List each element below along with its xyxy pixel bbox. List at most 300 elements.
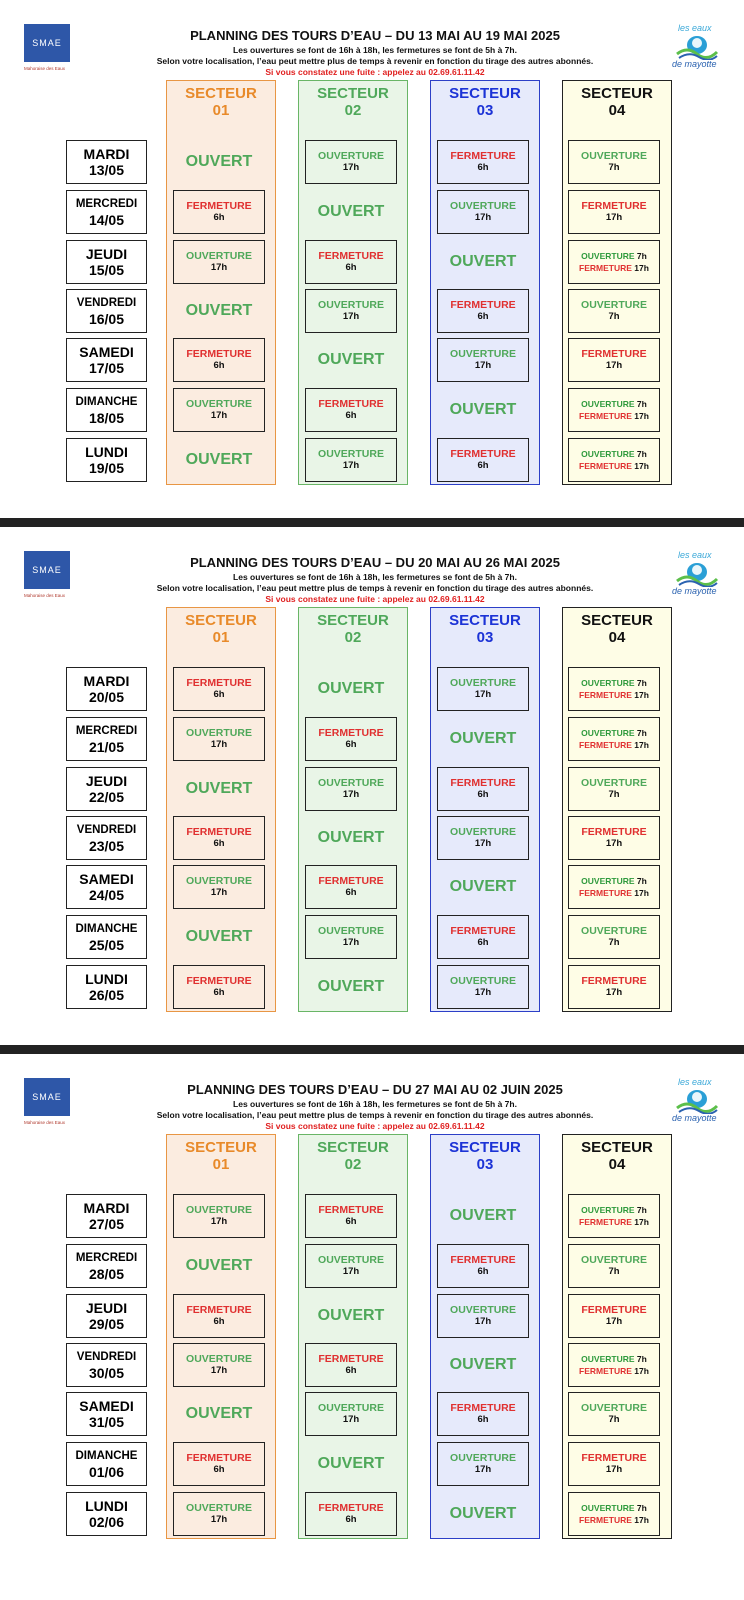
- closing-label: FERMETURE: [450, 777, 516, 789]
- sector-label: SECTEUR: [185, 612, 257, 629]
- time-label: 6h: [213, 689, 225, 700]
- status-opening: [437, 1294, 529, 1338]
- sector-number: 03: [476, 1156, 494, 1173]
- schedule-page-2: [0, 527, 744, 1045]
- status-open: OUVERT: [449, 730, 517, 747]
- sector-label: SECTEUR: [185, 85, 257, 102]
- page-separator: [0, 518, 744, 527]
- sector-number: 04: [608, 102, 626, 119]
- day-name: MARDI: [83, 673, 130, 689]
- status-open: OUVERT: [317, 680, 385, 697]
- day-label: [66, 388, 147, 432]
- status-closing: [437, 140, 529, 184]
- leak-warning: Si vous constatez une fuite : appelez au 02.69.61.11.42: [265, 594, 485, 604]
- status-opening: [173, 717, 265, 761]
- status-opening: [173, 1194, 265, 1238]
- time-label: 17h: [342, 311, 360, 322]
- time-label: 6h: [477, 789, 489, 800]
- open-label: OUVERTURE: [581, 678, 635, 688]
- status-open: OUVERT: [185, 451, 253, 468]
- leak-warning: Si vous constatez une fuite : appelez au 02.69.61.11.42: [265, 67, 485, 77]
- day-name: JEUDI: [85, 1300, 128, 1316]
- combo-open-line: [569, 875, 659, 887]
- status-open: OUVERT: [185, 153, 253, 170]
- sector-header: [167, 85, 275, 119]
- time-label: 17h: [605, 838, 623, 849]
- day-label: [66, 965, 147, 1009]
- status-opening: [173, 1492, 265, 1536]
- sector-number: 04: [608, 629, 626, 646]
- status-closing: [173, 816, 265, 860]
- day-date: 31/05: [88, 1414, 125, 1430]
- status-open: OUVERT: [449, 1356, 517, 1373]
- closing-label: FERMETURE: [318, 1204, 384, 1216]
- sector-label: SECTEUR: [317, 612, 389, 629]
- opening-label: OUVERTURE: [186, 1204, 252, 1216]
- time-label: 6h: [345, 887, 357, 898]
- sector-label: SECTEUR: [185, 1139, 257, 1156]
- day-label: [66, 1492, 147, 1536]
- sector-header: [563, 1139, 671, 1173]
- time-label: 17h: [342, 789, 360, 800]
- closing-label: FERMETURE: [450, 1402, 516, 1414]
- closing-label: FERMETURE: [186, 200, 252, 212]
- time-label: 7h: [608, 1266, 620, 1277]
- status-opening: [305, 915, 397, 959]
- schedule-page-1: [0, 0, 744, 518]
- time-label: 17h: [210, 739, 228, 750]
- closing-label: FERMETURE: [450, 150, 516, 162]
- day-label: [66, 1194, 147, 1238]
- sector-header: [563, 612, 671, 646]
- sector-number: 01: [212, 1156, 230, 1173]
- time-label: 6h: [345, 1365, 357, 1376]
- status-open: OUVERT: [317, 351, 385, 368]
- status-open: OUVERT: [317, 978, 385, 995]
- smae-logo: [24, 1078, 70, 1130]
- day-date: 13/05: [88, 162, 125, 178]
- time-label: 6h: [345, 410, 357, 421]
- time-label: 17h: [210, 1365, 228, 1376]
- close-hour: 17h: [634, 411, 649, 421]
- wave-icon: [675, 1088, 719, 1114]
- opening-label: OUVERTURE: [450, 1452, 516, 1464]
- closing-label: FERMETURE: [186, 677, 252, 689]
- day-label: [66, 717, 147, 761]
- opening-hours-note: Les ouvertures se font de 16h à 18h, les fermetures se font de 5h à 7h.: [233, 572, 517, 582]
- status-closing: [437, 1244, 529, 1288]
- status-closing: [568, 338, 660, 382]
- closing-label: FERMETURE: [318, 1353, 384, 1365]
- time-label: 6h: [477, 311, 489, 322]
- status-opening: [173, 865, 265, 909]
- closing-label: FERMETURE: [450, 925, 516, 937]
- sector-label: SECTEUR: [449, 85, 521, 102]
- time-label: 17h: [474, 1464, 492, 1475]
- status-closing: [173, 1442, 265, 1486]
- combo-close-line: [569, 262, 659, 274]
- status-open: OUVERT: [317, 1455, 385, 1472]
- day-label: [66, 816, 147, 860]
- close-hour: 17h: [634, 740, 649, 750]
- day-date: 20/05: [88, 689, 125, 705]
- combo-open-line: [569, 677, 659, 689]
- day-name: VENDREDI: [76, 1351, 137, 1363]
- status-open-close: [568, 1343, 660, 1387]
- day-name: DIMANCHE: [75, 1450, 138, 1462]
- opening-label: OUVERTURE: [318, 299, 384, 311]
- page-title: PLANNING DES TOURS D’EAU – DU 27 MAI AU 02 JUIN 2025: [187, 1082, 563, 1097]
- day-name: SAMEDI: [79, 1398, 134, 1414]
- close-label: FERMETURE: [579, 1217, 632, 1227]
- day-name: MARDI: [83, 1200, 130, 1216]
- closing-label: FERMETURE: [581, 1452, 647, 1464]
- delay-note: Selon votre localisation, l’eau peut mettre plus de temps à revenir en fonction du tirage des autres abonnés.: [156, 56, 594, 66]
- day-date: 27/05: [88, 1216, 125, 1232]
- closing-label: FERMETURE: [186, 975, 252, 987]
- opening-label: OUVERTURE: [581, 925, 647, 937]
- time-label: 17h: [342, 1414, 360, 1425]
- time-label: 17h: [474, 360, 492, 371]
- smae-logo: [24, 24, 70, 76]
- day-date: 26/05: [88, 987, 125, 1003]
- day-date: 02/06: [88, 1514, 125, 1530]
- status-closing: [437, 767, 529, 811]
- status-opening: [437, 338, 529, 382]
- day-name: MARDI: [83, 146, 130, 162]
- opening-label: OUVERTURE: [186, 1502, 252, 1514]
- eaux-logo-bottom: de mayotte: [672, 1113, 717, 1123]
- sector-number: 01: [212, 102, 230, 119]
- time-label: 17h: [474, 212, 492, 223]
- opening-label: OUVERTURE: [450, 1304, 516, 1316]
- status-closing: [568, 1294, 660, 1338]
- smae-logo-subtitle: Mahoraise des Eaux: [24, 593, 66, 598]
- time-label: 17h: [474, 987, 492, 998]
- page-title: PLANNING DES TOURS D’EAU – DU 13 MAI AU 19 MAI 2025: [190, 28, 560, 43]
- day-name: LUNDI: [85, 1498, 128, 1514]
- time-label: 6h: [345, 739, 357, 750]
- time-label: 6h: [345, 1216, 357, 1227]
- combo-open-line: [569, 398, 659, 410]
- open-hour: 7h: [636, 251, 647, 261]
- day-label: [66, 140, 147, 184]
- day-label: [66, 338, 147, 382]
- closing-label: FERMETURE: [450, 1254, 516, 1266]
- sector-number: 03: [476, 629, 494, 646]
- opening-label: OUVERTURE: [318, 1254, 384, 1266]
- status-opening: [173, 240, 265, 284]
- opening-label: OUVERTURE: [450, 975, 516, 987]
- time-label: 17h: [342, 937, 360, 948]
- delay-note: Selon votre localisation, l’eau peut mettre plus de temps à revenir en fonction du tirage des autres abonnés.: [156, 1110, 594, 1120]
- time-label: 6h: [345, 1514, 357, 1525]
- status-open: OUVERT: [449, 253, 517, 270]
- opening-label: OUVERTURE: [186, 250, 252, 262]
- closing-label: FERMETURE: [581, 1304, 647, 1316]
- day-date: 29/05: [88, 1316, 125, 1332]
- day-date: 22/05: [88, 789, 125, 805]
- day-name: SAMEDI: [79, 344, 134, 360]
- smae-logo-subtitle: Mahoraise des Eaux: [24, 1120, 66, 1125]
- day-label: [66, 289, 147, 333]
- status-open-close: [568, 1194, 660, 1238]
- time-label: 17h: [342, 162, 360, 173]
- closing-label: FERMETURE: [318, 398, 384, 410]
- status-opening: [568, 915, 660, 959]
- open-label: OUVERTURE: [581, 876, 635, 886]
- smae-logo-subtitle: Mahoraise des Eaux: [24, 66, 66, 71]
- combo-open-line: [569, 1353, 659, 1365]
- closing-label: FERMETURE: [186, 826, 252, 838]
- day-date: 15/05: [88, 262, 125, 278]
- smae-logo-mark: SMAE: [24, 551, 70, 589]
- combo-close-line: [569, 887, 659, 899]
- day-label: [66, 865, 147, 909]
- sector-number: 02: [344, 1156, 362, 1173]
- status-closing: [173, 667, 265, 711]
- sector-header: [563, 85, 671, 119]
- close-hour: 17h: [634, 1217, 649, 1227]
- eaux-mayotte-logo: [672, 23, 722, 73]
- closing-label: FERMETURE: [450, 448, 516, 460]
- opening-label: OUVERTURE: [581, 299, 647, 311]
- day-name: LUNDI: [85, 444, 128, 460]
- day-name: JEUDI: [85, 773, 128, 789]
- status-open-close: [568, 1492, 660, 1536]
- open-label: OUVERTURE: [581, 1205, 635, 1215]
- opening-label: OUVERTURE: [581, 150, 647, 162]
- day-name: VENDREDI: [76, 824, 137, 836]
- open-hour: 7h: [636, 399, 647, 409]
- day-label: [66, 1294, 147, 1338]
- leak-warning: Si vous constatez une fuite : appelez au 02.69.61.11.42: [265, 1121, 485, 1131]
- day-name: LUNDI: [85, 971, 128, 987]
- status-closing: [437, 1392, 529, 1436]
- sector-header: [299, 1139, 407, 1173]
- day-date: 23/05: [88, 838, 125, 854]
- combo-open-line: [569, 250, 659, 262]
- sector-number: 03: [476, 102, 494, 119]
- status-closing: [437, 289, 529, 333]
- opening-label: OUVERTURE: [450, 677, 516, 689]
- day-date: 30/05: [88, 1365, 125, 1381]
- closing-label: FERMETURE: [318, 875, 384, 887]
- status-open: OUVERT: [317, 1307, 385, 1324]
- close-label: FERMETURE: [579, 461, 632, 471]
- time-label: 6h: [477, 162, 489, 173]
- delay-note: Selon votre localisation, l’eau peut mettre plus de temps à revenir en fonction du tirage des autres abonnés.: [156, 583, 594, 593]
- sector-label: SECTEUR: [581, 85, 653, 102]
- status-closing: [305, 1492, 397, 1536]
- day-date: 19/05: [88, 460, 125, 476]
- combo-open-line: [569, 1204, 659, 1216]
- day-label: [66, 767, 147, 811]
- day-label: [66, 1343, 147, 1387]
- time-label: 6h: [477, 1266, 489, 1277]
- sector-label: SECTEUR: [581, 612, 653, 629]
- closing-label: FERMETURE: [318, 727, 384, 739]
- open-hour: 7h: [636, 728, 647, 738]
- time-label: 17h: [342, 460, 360, 471]
- day-name: SAMEDI: [79, 871, 134, 887]
- time-label: 7h: [608, 1414, 620, 1425]
- status-closing: [437, 915, 529, 959]
- open-hour: 7h: [636, 1205, 647, 1215]
- time-label: 17h: [474, 1316, 492, 1327]
- closing-label: FERMETURE: [186, 348, 252, 360]
- time-label: 7h: [608, 311, 620, 322]
- status-closing: [305, 1194, 397, 1238]
- day-date: 16/05: [88, 311, 125, 327]
- smae-logo-mark: SMAE: [24, 1078, 70, 1116]
- combo-close-line: [569, 410, 659, 422]
- status-opening: [173, 1343, 265, 1387]
- status-open: OUVERT: [449, 401, 517, 418]
- wave-icon: [675, 561, 719, 587]
- time-label: 17h: [210, 410, 228, 421]
- status-opening: [568, 140, 660, 184]
- open-hour: 7h: [636, 1503, 647, 1513]
- time-label: 6h: [345, 262, 357, 273]
- close-label: FERMETURE: [579, 1366, 632, 1376]
- day-name: DIMANCHE: [75, 396, 138, 408]
- status-closing: [568, 965, 660, 1009]
- combo-open-line: [569, 1502, 659, 1514]
- status-opening: [437, 190, 529, 234]
- closing-label: FERMETURE: [581, 826, 647, 838]
- sector-number: 01: [212, 629, 230, 646]
- status-closing: [568, 1442, 660, 1486]
- status-open-close: [568, 438, 660, 482]
- time-label: 6h: [213, 1464, 225, 1475]
- day-date: 28/05: [88, 1266, 125, 1282]
- close-label: FERMETURE: [579, 263, 632, 273]
- status-closing: [173, 338, 265, 382]
- sector-header: [431, 85, 539, 119]
- status-opening: [305, 1392, 397, 1436]
- status-opening: [437, 816, 529, 860]
- time-label: 17h: [210, 1216, 228, 1227]
- open-label: OUVERTURE: [581, 728, 635, 738]
- status-opening: [437, 667, 529, 711]
- eaux-logo-top: les eaux: [678, 23, 712, 33]
- close-label: FERMETURE: [579, 411, 632, 421]
- day-name: MERCREDI: [75, 198, 138, 210]
- sector-header: [431, 1139, 539, 1173]
- sector-header: [299, 612, 407, 646]
- eaux-mayotte-logo: [672, 1077, 722, 1127]
- sector-header: [167, 1139, 275, 1173]
- close-label: FERMETURE: [579, 690, 632, 700]
- combo-close-line: [569, 1365, 659, 1377]
- combo-close-line: [569, 689, 659, 701]
- status-closing: [173, 965, 265, 1009]
- status-opening: [568, 1392, 660, 1436]
- opening-label: OUVERTURE: [186, 1353, 252, 1365]
- closing-label: FERMETURE: [186, 1452, 252, 1464]
- status-open: OUVERT: [317, 203, 385, 220]
- day-date: 18/05: [88, 410, 125, 426]
- close-label: FERMETURE: [579, 1515, 632, 1525]
- close-hour: 17h: [634, 1515, 649, 1525]
- combo-open-line: [569, 448, 659, 460]
- time-label: 6h: [477, 1414, 489, 1425]
- opening-label: OUVERTURE: [581, 1402, 647, 1414]
- time-label: 7h: [608, 162, 620, 173]
- status-open-close: [568, 667, 660, 711]
- opening-label: OUVERTURE: [186, 398, 252, 410]
- closing-label: FERMETURE: [450, 299, 516, 311]
- open-hour: 7h: [636, 678, 647, 688]
- close-label: FERMETURE: [579, 888, 632, 898]
- day-date: 14/05: [88, 212, 125, 228]
- eaux-logo-bottom: de mayotte: [672, 59, 717, 69]
- sector-label: SECTEUR: [449, 612, 521, 629]
- status-closing: [173, 190, 265, 234]
- status-opening: [437, 965, 529, 1009]
- opening-label: OUVERTURE: [318, 448, 384, 460]
- status-opening: [305, 289, 397, 333]
- opening-label: OUVERTURE: [318, 925, 384, 937]
- opening-label: OUVERTURE: [318, 777, 384, 789]
- day-label: [66, 667, 147, 711]
- combo-close-line: [569, 1514, 659, 1526]
- time-label: 6h: [213, 212, 225, 223]
- status-closing: [305, 240, 397, 284]
- open-label: OUVERTURE: [581, 1503, 635, 1513]
- status-open: OUVERT: [185, 1257, 253, 1274]
- status-open: OUVERT: [449, 878, 517, 895]
- opening-hours-note: Les ouvertures se font de 16h à 18h, les fermetures se font de 5h à 7h.: [233, 45, 517, 55]
- status-open-close: [568, 240, 660, 284]
- eaux-logo-top: les eaux: [678, 1077, 712, 1087]
- day-label: [66, 190, 147, 234]
- page-title: PLANNING DES TOURS D’EAU – DU 20 MAI AU 26 MAI 2025: [190, 555, 560, 570]
- eaux-logo-top: les eaux: [678, 550, 712, 560]
- status-opening: [173, 388, 265, 432]
- status-closing: [437, 438, 529, 482]
- time-label: 6h: [477, 937, 489, 948]
- day-date: 01/06: [88, 1464, 125, 1480]
- time-label: 6h: [213, 838, 225, 849]
- page-separator: [0, 1045, 744, 1054]
- closing-label: FERMETURE: [186, 1304, 252, 1316]
- status-open-close: [568, 865, 660, 909]
- open-hour: 7h: [636, 1354, 647, 1364]
- opening-label: OUVERTURE: [450, 200, 516, 212]
- day-date: 24/05: [88, 887, 125, 903]
- status-closing: [568, 190, 660, 234]
- smae-logo: [24, 551, 70, 603]
- wave-icon: [675, 34, 719, 60]
- day-name: DIMANCHE: [75, 923, 138, 935]
- day-label: [66, 1442, 147, 1486]
- day-date: 25/05: [88, 937, 125, 953]
- day-label: [66, 1244, 147, 1288]
- open-hour: 7h: [636, 449, 647, 459]
- time-label: 17h: [605, 212, 623, 223]
- status-open: OUVERT: [449, 1505, 517, 1522]
- closing-label: FERMETURE: [581, 200, 647, 212]
- closing-label: FERMETURE: [318, 1502, 384, 1514]
- sector-number: 04: [608, 1156, 626, 1173]
- opening-label: OUVERTURE: [450, 348, 516, 360]
- sector-header: [431, 612, 539, 646]
- status-opening: [305, 767, 397, 811]
- opening-label: OUVERTURE: [318, 1402, 384, 1414]
- close-label: FERMETURE: [579, 740, 632, 750]
